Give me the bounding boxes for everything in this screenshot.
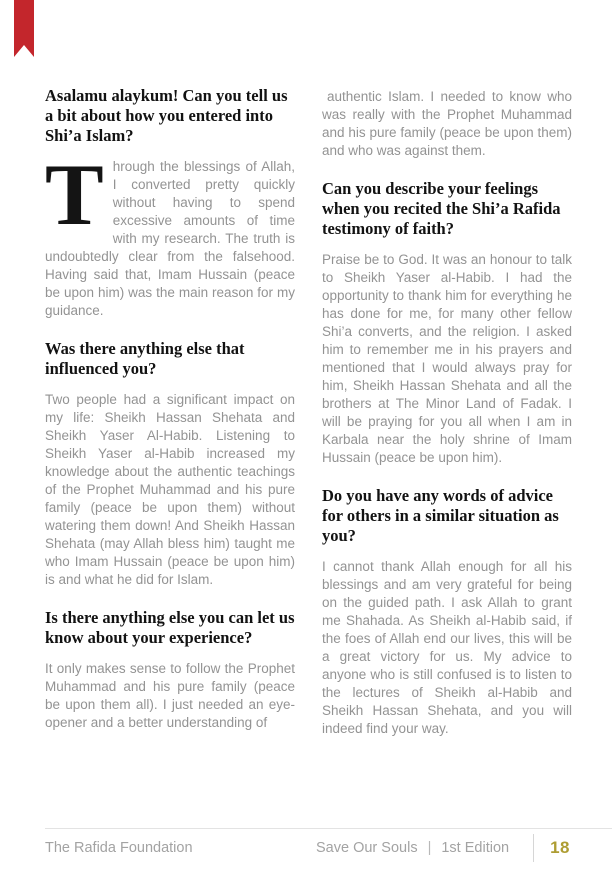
interview-answer-1	[45, 147, 295, 320]
right-column	[322, 86, 572, 738]
interview-question-4: Can you describe your feelings when you recited the Shi’a Rafida testimony of faith?	[322, 179, 561, 238]
article-columns	[45, 86, 572, 738]
interview-answer-1-text: hrough the blessings of Allah, I converted pretty quickly without having to spend excessive amounts of time with my research. The truth is undoubtedly clear from the falsehood. Having said that, Imam Hussain (peace be upon him) was the main reason for my guidance.	[45, 159, 295, 318]
drop-cap: T	[45, 147, 104, 244]
footer	[45, 832, 570, 864]
footer-title: Save Our Souls	[316, 840, 418, 856]
footer-edition-group	[316, 840, 509, 856]
interview-question-3: Is there anything else you can let us know about your experience?	[45, 608, 295, 647]
page-number: 18	[550, 838, 570, 857]
interview-answer-4: Praise be to God. It was an honour to talk to Sheikh Yaser al-Habib. I had the opportunity to thank him for everything he has done for me, for many other fellow Shi’a converts, and the religion. I asked him to remember me in his prayers and mentioned that I would always pray for him, Sheikh Hassan Shehata and all the brothers at The Minor Land of Fadak. I will be praying for you all when I am in Karbala near the holy shrine of Imam Hussain (peace be upon him).	[322, 252, 572, 465]
interview-answer-3: It only makes sense to follow the Prophet Muhammad and his pure family (peace be upon them all). I just needed an eye-opener and a better understanding of	[45, 661, 295, 730]
interview-question-5: Do you have any words of advice for others in a similar situation as you?	[322, 486, 559, 545]
bookmark-ribbon-icon	[14, 0, 34, 57]
footer-rule	[45, 828, 612, 829]
footer-publication: The Rafida Foundation	[45, 840, 193, 856]
left-column	[45, 86, 295, 738]
interview-answer-3-continued: authentic Islam. I needed to know who was really with the Prophet Muhammad and his pure family (peace be upon them) and who was against them.	[322, 89, 572, 158]
footer-divider-line	[533, 834, 534, 862]
interview-answer-5: I cannot thank Allah enough for all his blessings and am very grateful for being on the guided path. I ask Allah to grant me Shahada. As Sheikh al-Habib said, if the foes of Allah end our lives, this will be a great victory for us. My advice to anyone who is still confused is to listen to the lectures of Sheikh al-Habib and Sheikh Hassan Shehata, and you will indeed find your way.	[322, 559, 572, 736]
interview-answer-2: Two people had a significant impact on my life: Sheikh Hassan Shehata and Sheikh Yaser Al-Habib. Listening to Sheikh Yaser al-Habib increased my knowledge about the authentic teachings of the Prophet Muhammad and his pure family (peace be upon them) without watering them down! And Sheikh Hassan Shehata (may Allah bless him) taught me who Imam Hussain (peace be upon him) is and what he did for Islam.	[45, 392, 295, 587]
interview-question-1: Asalamu alaykum! Can you tell us a bit about how you entered into Shi’a Islam?	[45, 86, 288, 145]
footer-edition: 1st Edition	[441, 840, 510, 856]
interview-question-2: Was there anything else that influenced you?	[45, 339, 245, 378]
footer-pipe: |	[427, 840, 432, 856]
